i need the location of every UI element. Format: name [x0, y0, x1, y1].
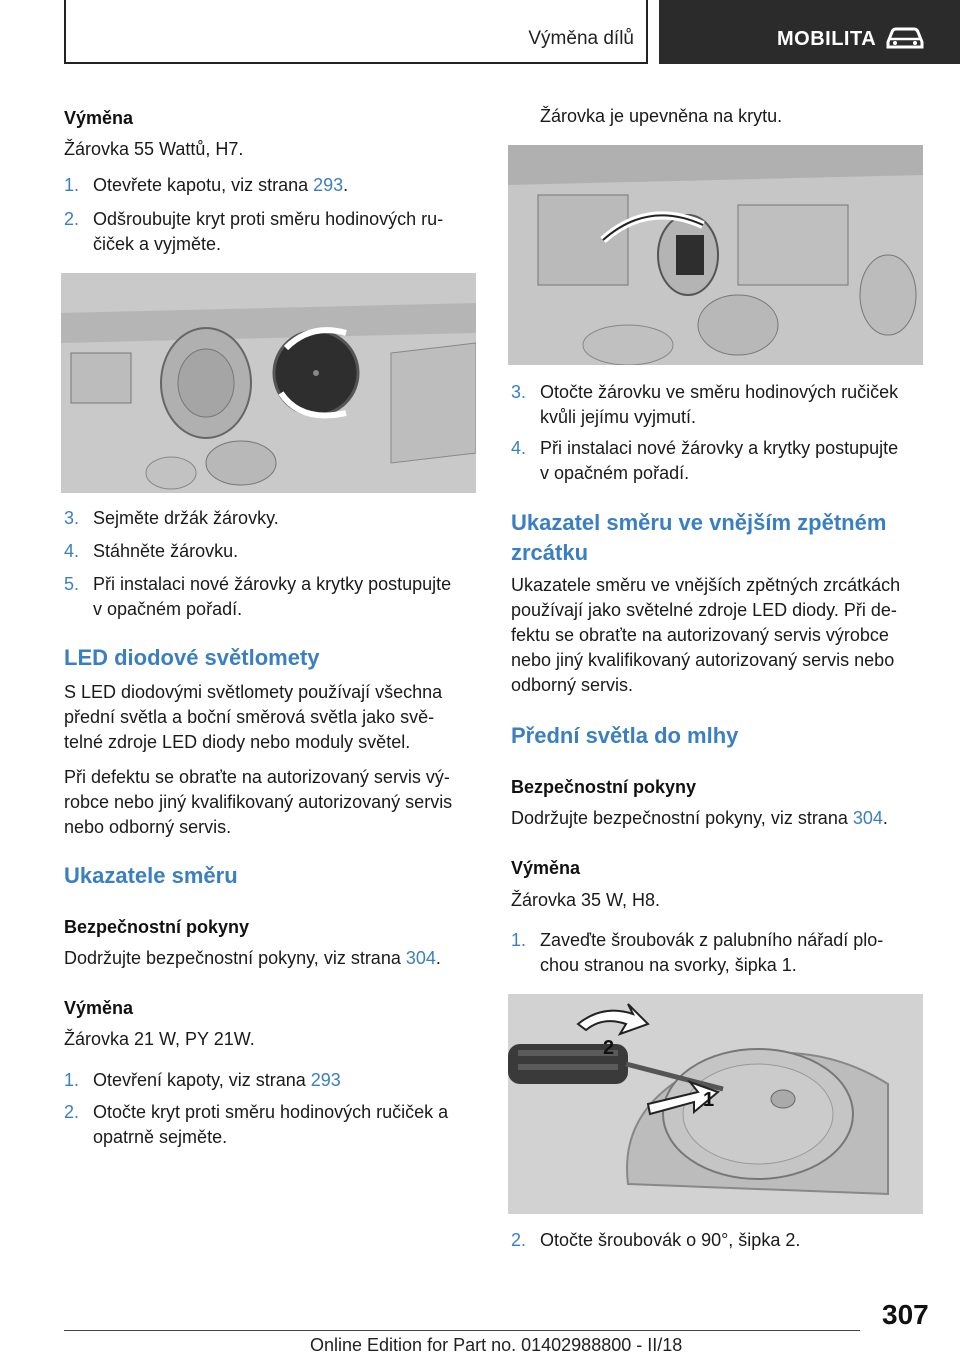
list-item [64, 572, 476, 622]
list-text: Stáhněte žárovku. [93, 541, 239, 561]
list-item [64, 173, 476, 198]
paragraph-zarovka-55: Žárovka 55 Wattů, H7. [64, 139, 244, 159]
list-text: Otevřete kapotu, viz strana [93, 175, 314, 195]
page-link-304[interactable]: 304 [405, 948, 436, 968]
list-item [64, 539, 476, 564]
section-title: Výměna dílů [528, 28, 634, 49]
heading-mlhovky: Přední světla do mlhy [511, 723, 739, 748]
page-link-293[interactable]: 293 [310, 1070, 341, 1090]
list-number: 2. [64, 1102, 80, 1122]
list-item [511, 1228, 931, 1253]
page-link-293[interactable]: 293 [313, 175, 344, 195]
list-text: Otočte kryt proti směru hodinových ručiček a [93, 1102, 449, 1122]
paragraph-zrcatko: Ukazatele směru ve vnějších zpětných zrcátkách používají jako světelné zdroje LED diody. Při de‐ fektu se obraťte na autorizovaný servis výrobce nebo jiný kvalifikovaný autorizovaný servis nebo odborný servis. [511, 575, 901, 695]
list-text: Zaveďte šroubovák z palubního nářadí plo‐ [540, 930, 884, 950]
paragraph-zarovka-21: Žárovka 21 W, PY 21W. [64, 1029, 255, 1049]
figure-label-2: 2 [603, 1037, 615, 1059]
footer-edition: Online Edition for Part no. 01402988800 - II/18 [310, 1335, 683, 1355]
list-text: opatrně sejměte. [93, 1127, 228, 1147]
heading-ukazatel-zrcatko: Ukazatel směru ve vnějším zpětném zrcátku [511, 510, 887, 565]
page-link-304[interactable]: 304 [852, 808, 883, 828]
paragraph-led-2: Při defektu se obraťte na autorizovaný servis vý‐ robce nebo jiný kvalifikovaný autorizovaný servis nebo odborný servis. [64, 767, 453, 837]
heading-vymena-2: Výměna [64, 998, 134, 1018]
list-text: chou stranou na svorky, šipka 1. [540, 955, 797, 975]
list-text: v opačném pořadí. [93, 599, 243, 619]
heading-bezpecnostni-pokyny: Bezpečnostní pokyny [511, 777, 697, 797]
paragraph-dodrzujte: Dodržujte bezpečnostní pokyny, viz strana 304. [64, 948, 441, 968]
heading-vymena-3: Výměna [511, 858, 581, 878]
list-item [64, 1100, 476, 1150]
list-number: 1. [511, 930, 527, 950]
list-text-end: . [343, 175, 349, 195]
fog-light-screwdriver-figure [508, 994, 923, 1214]
list-number: 3. [511, 382, 527, 402]
header-section-box [64, 0, 648, 64]
car-icon [884, 26, 926, 50]
list-item [511, 436, 931, 486]
list-text: Odšroubujte kryt proti směru hodinových ru‐ [93, 209, 444, 229]
list-text: čiček a vyjměte. [93, 234, 222, 254]
list-text: Otevření kapoty, viz strana [93, 1070, 311, 1090]
heading-ukazatele-smeru: Ukazatele směru [64, 863, 238, 888]
heading-bezpecnostni-pokyny: Bezpečnostní pokyny [64, 917, 250, 937]
list-item [511, 928, 931, 978]
list-text: kvůli jejímu vyjmutí. [540, 407, 697, 427]
list-item [511, 380, 931, 430]
chapter-title: MOBILITA [777, 28, 877, 50]
paragraph-zarovka-upevnena: Žárovka je upevněna na krytu. [540, 106, 783, 126]
paragraph-zarovka-35: Žárovka 35 W, H8. [511, 890, 661, 910]
list-number: 1. [64, 175, 80, 195]
list-item [64, 207, 476, 257]
list-number: 2. [511, 1230, 527, 1250]
heading-vymena-1: Výměna [64, 108, 134, 128]
heading-led-svetlomety: LED diodové světlomety [64, 645, 320, 670]
list-text: Při instalaci nové žárovky a krytky postupujte [540, 438, 899, 458]
list-text: Sejměte držák žárovky. [93, 508, 279, 528]
figure-label-1: 1 [703, 1089, 715, 1111]
paragraph-dodrzujte: Dodržujte bezpečnostní pokyny, viz strana 304. [511, 808, 888, 828]
list-text: v opačném pořadí. [540, 463, 690, 483]
page-number: 307 [882, 1299, 929, 1330]
list-number: 4. [511, 438, 527, 458]
list-item [64, 1068, 476, 1093]
list-text: Otočte šroubovák o 90°, šipka 2. [540, 1230, 801, 1250]
list-number: 3. [64, 508, 80, 528]
list-text: Při instalaci nové žárovky a krytky postupujte [93, 574, 452, 594]
list-number: 5. [64, 574, 80, 594]
list-number: 1. [64, 1070, 80, 1090]
list-number: 2. [64, 209, 80, 229]
list-item [64, 506, 476, 531]
header-chapter-box [659, 0, 960, 64]
paragraph-led-1: S LED diodovými světlomety používají všechna přední světla a boční směrová světla jako svě‐ telné zdroje LED diody nebo moduly světel. [64, 682, 443, 752]
bulb-removal-figure [508, 145, 923, 365]
headlight-cap-figure [61, 273, 476, 493]
footer-divider [64, 1330, 860, 1331]
list-number: 4. [64, 541, 80, 561]
list-text: Otočte žárovku ve směru hodinových ručiček [540, 382, 899, 402]
